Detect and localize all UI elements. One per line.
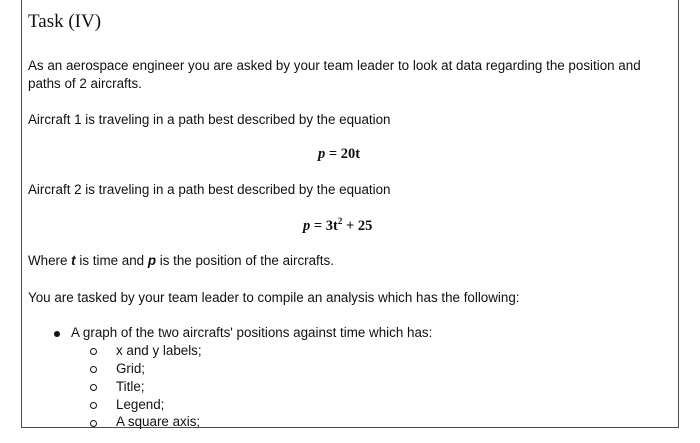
aircraft2-equation-exponent: 2 (337, 216, 343, 226)
sub-bullet-circle (90, 348, 97, 355)
aircraft2-equation (303, 216, 372, 235)
sub-item-legend: Legend; (116, 397, 165, 412)
where-t-symbol: t (71, 253, 76, 268)
aircraft1-description: Aircraft 1 is traveling in a path best described by the equation (28, 112, 391, 127)
sub-item-title: Title; (116, 379, 145, 394)
where-part1: Where (28, 253, 72, 268)
sub-bullet-circle (90, 420, 97, 427)
intro-line-1: As an aerospace engineer you are asked by your team leader to look at data regarding the position and (28, 58, 641, 73)
sub-item-grid: Grid; (116, 361, 146, 376)
intro-line-2: paths of 2 aircrafts. (28, 76, 142, 91)
aircraft1-equation (318, 146, 360, 163)
aircraft2-equation-lhs: p (303, 218, 311, 234)
where-part2: is time and (75, 253, 148, 268)
aircraft2-equation-eq: = 3t (313, 218, 338, 234)
sub-item-labels: x and y labels; (116, 343, 202, 358)
aircraft1-equation-lhs: p (318, 146, 326, 162)
tasked-sentence: You are tasked by your team leader to compile an analysis which has the following: (28, 290, 520, 305)
bullet-text: A graph of the two aircrafts' positions against time which has: (71, 325, 433, 340)
aircraft2-equation-tail: + 25 (345, 218, 373, 234)
sub-bullet-circle (90, 402, 97, 409)
where-sentence (28, 252, 334, 270)
task-title: Task (IV) (28, 11, 102, 32)
sub-bullet-circle (90, 384, 97, 391)
aircraft1-equation-rhs: = 20t (328, 146, 361, 162)
where-p-symbol: p (147, 253, 157, 268)
aircraft2-description: Aircraft 2 is traveling in a path best described by the equation (28, 182, 391, 197)
where-part3: is the position of the aircrafts. (156, 253, 334, 268)
bullet-point (54, 331, 60, 337)
sub-bullet-circle (90, 366, 97, 373)
sub-item-square-axis: A square axis; (116, 414, 201, 429)
